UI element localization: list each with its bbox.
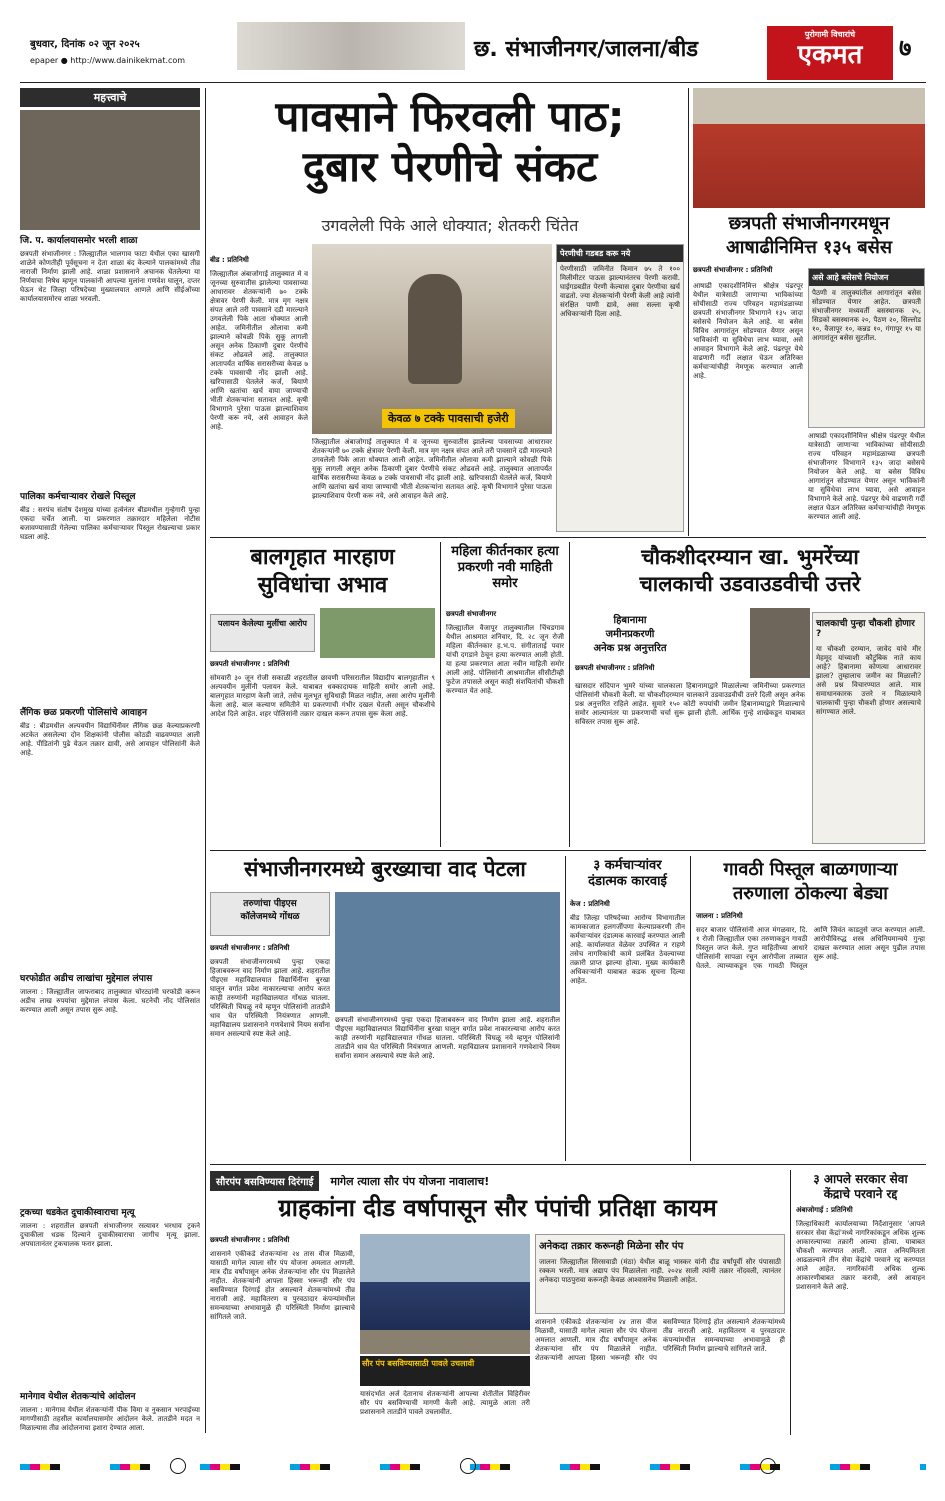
solar-kicker [210,1170,785,1190]
lead-sidebox [556,244,684,532]
kirtankar-text: जिल्ह्यातील वैजापूर तालुक्यातील चिंचडगाव येथील आश्रमात शनिवार, दि. २८ जून रोजी महिला कीर्तनकार ह.भ.प. संगीताताई पवार यांची दगडाने ठेचून हत्या करण्यात आली होती. या हत्या प्रकरणात आता नवीन माहिती समोर आली आहे. पोलिसांनी आश्रमातील सीसीटीव्ही फुटेज तपासले असून काही संशयितांची चौकशी करण्यात येत आहे. [446,624,564,695]
bhumre-headline-line2: चालकाची उडवाउडवीची उत्तरे [639,572,861,596]
balgruh-tag: पलायन केलेल्या मुलींचा आरोप [210,614,315,652]
solar-text-cont: शासनाने एकीकडे शेतकऱ्यांना २४ तास वीज मिळावी, यासाठी मागेल त्याला सौर पंप योजना अमलात आणली. मात्र दीड वर्षांपासून अनेक शेतकऱ्यांना सौर पंप मिळालेले नाहीत. शेतकऱ्यांनी आपला हिस्सा भरूनही सौर पंप बसविण्यात दिरंगाई होत असल्याने शेतकऱ्यांमध्ये तीव्र नाराजी आहे. महावितरण व पुरवठादार कंपन्यांमधील समन्वयाच्या अभावामुळे ही परिस्थिती निर्माण झाल्याचे सांगितले जाते. [535,1318,785,1362]
pistol-headline-line2: तरुणाला ठोकल्या बेड्या [733,883,888,904]
row1-rule [210,537,926,538]
buses-box-text: पैठणी व तालुक्यांतील आगारांतून बसेस सोडण्यात येणार आहेत. छत्रपती संभाजीनगर मध्यवर्ती बसस्थानक २५, सिडको बसस्थानक २०, पैठण २०, सिल्लोड १०, वैजापूर १०, कन्नड १०, गंगापूर १५ या आगारांतून बसेस सुटतील. [812,289,921,342]
brand-name: एकमत [797,40,863,70]
sidebar-rule [205,88,206,1433]
bhumre-headline-line1: चौकशीदरम्यान खा. भुमरेंच्या [641,545,859,569]
solar-kicker-text: मागेल त्याला सौर पंप योजना नावालाच! [330,1175,490,1188]
karvai-headline [570,858,685,890]
seva-text: जिल्हाधिकारी कार्यालयाच्या निर्देशानुसार 'आपले सरकार सेवा केंद्रां'मध्ये नागरिकांकडून अधिक शुल्क आकारल्याच्या तक्रारी आल्या होत्या. याबाबत चौकशी करण्यात आली. त्यात अनियमितता आढळल्याने तीन सेवा केंद्रांचे परवाने रद्द करण्यात आले आहेत. नागरिकांनी अधिक शुल्क आकारणीबाबत तक्रार करावी, असे आवाहन प्रशासनाने केले आहे. [796,1220,925,1291]
row3-rule-b [690,856,691,1161]
row3-rule [210,1164,926,1165]
lead-photo [312,244,552,434]
solar-byline: छत्रपती संभाजीनगर : प्रतिनिधी [210,1236,290,1244]
lead-headline [215,92,685,192]
brand-logo [767,26,893,80]
bhumre-box [812,612,925,844]
kirtankar-byline: छत्रपती संभाजीनगर [446,610,497,618]
row4-rule [790,1170,791,1435]
sidebar-item-headline: जि. प. कार्यालयासमोर भरली शाळा [20,236,138,246]
bhumre-byline: छत्रपती संभाजीनगर : प्रतिनिधी [575,664,655,672]
solar-box-text: जालना जिल्ह्यातील सिरसवाडी (मंठा) येथील बाळू भास्कर यांनी दीड वर्षांपूर्वी सौर पंपासाठी रक्कम भरली. मात्र अद्याप पंप मिळालेला नाही. २०२४ साली त्यांनी तक्रार नोंदवली, त्यानंतर अनेकदा पाठपुरावा करूनही केवळ आश्वासनेच मिळाली आहेत. [539,1258,781,1284]
pistol-byline: जालना : प्रतिनिधी [696,912,743,920]
burkha-tag [210,892,330,936]
sidebar-item-text: बीड : सरपंच संतोष देशमुख यांच्या हत्येनंतर बीडमधील गुन्हेगारी पुन्हा एकदा चर्चेत आली. या प्रकरणात तक्रारदार महिलेला नोटीस बजावण्यासाठी गेलेल्या पालिका कर्मचाऱ्यावर पिस्तूल रोखल्याचा प्रकार घडला आहे. [20,506,200,541]
sidebar-item-text: बीड : बीडमधील अल्पवयीन विद्यार्थिनीवर लैंगिक छळ केल्याप्रकरणी अटकेत असलेल्या दोन शिक्षकांनी पोलीस कोठडी वाढवण्यात आली आहे. पीडितांनी पुढे येऊन तक्रार द्यावी, असे आवाहन पोलिसांनी केले आहे. [20,722,200,757]
lead-subhead: उगवलेली पिके आले धोक्यात; शेतकरी चिंतेत [321,216,579,235]
lead-text-col2: जिल्ह्यातील अंबाजोगाई तालुक्यात मे व जूनच्या सुरुवातीस झालेल्या पावसाच्या आधारावर शेतकऱ्यांनी ७० टक्के क्षेत्रावर पेरणी केली. मात्र मृग नक्षत्र संपत आले तरी पावसाने दडी मारल्याने उगवलेली पिके आता धोक्यात आली आहेत. जमिनीतील ओलावा कमी झाल्याने कोवळी पिके सुकू लागली असून अनेक ठिकाणी दुबार पेरणीचे संकट ओढवले आहे. तालुक्यात आतापर्यंत वार्षिक सरासरीच्या केवळ ७ टक्के पावसाची नोंद झाली आहे. खरिपासाठी घेतलेले कर्ज, बियाणे आणि खतांचा खर्च वाया जाण्याची भीती शेतकऱ्यांना सतावत आहे. कृषी विभागाने पुरेसा पाऊस झाल्याशिवाय पेरणी करू नये, असे आवाहन केले आहे. [312,438,552,500]
buses-text-cont: आषाढी एकादशीनिमित्त श्रीक्षेत्र पंढरपूर येथील यात्रेसाठी जाणाऱ्या भाविकांच्या सोयीसाठी राज्य परिवहन महामंडळाच्या छत्रपती संभाजीनगर विभागाने १३५ जादा बसेसचे नियोजन केले आहे. या बसेस विविध आगारांतून सोडण्यात येणार असून भाविकांनी या सुविधेचा लाभ घ्यावा, असे आवाहन विभागाने केले आहे. पंढरपूर येथे वाढणारी गर्दी लक्षात घेऊन अतिरिक्त कर्मचाऱ्यांचीही नेमणूक करण्यात आली आहे. [808,432,925,521]
burkha-tag-line2: कॉलेजमध्ये गोंधळ [240,912,300,922]
lead-text-col1: जिल्ह्यातील अंबाजोगाई तालुक्यात मे व जूनच्या सुरुवातीस झालेल्या पावसाच्या आधारावर शेतकऱ्यांनी ७० टक्के क्षेत्रावर पेरणी केली. मात्र मृग नक्षत्र संपत आले तरी पावसाने दडी मारल्याने उगवलेली पिके आता धोक्यात आली आहेत. जमिनीतील ओलावा कमी झाल्याने कोवळी पिके सुकू लागली असून अनेक ठिकाणी दुबार पेरणीचे संकट ओढवले आहे. तालुक्यात आतापर्यंत वार्षिक सरासरीच्या केवळ ७ टक्के पावसाची नोंद झाली आहे. खरिपासाठी घेतलेले कर्ज, बियाणे आणि खतांचा खर्च वाया जाण्याची भीती शेतकऱ्यांना सतावत आहे. कृषी विभागाने पुरेसा पाऊस झाल्याशिवाय पेरणी करू नये, असे आवाहन केले आहे. [210,270,308,431]
seva-headline-line1: ३ आपले सरकार सेवा [813,1172,908,1186]
sidebar-title: महत्त्वाचे [20,88,200,107]
epaper-label: epaper [30,56,59,65]
buses-byline: छत्रपती संभाजीनगर : प्रतिनिधी [693,266,773,274]
solar-headline: ग्राहकांना दीड वर्षापासून सौर पंपांची प्रतिक्षा कायम [278,1194,717,1222]
balgruh-byline: छत्रपती संभाजीनगर : प्रतिनिधी [210,660,290,668]
kirtankar-headline: महिला कीर्तनकार हत्या प्रकरणी नवी माहिती समोर [451,544,559,591]
lead-sidebox-title: पेरणीची गडबड करू नये [557,245,683,262]
pistol-headline-line1: गावठी पिस्तूल बाळगणाऱ्या [723,859,898,880]
seva-byline: अंबाजोगाई : प्रतिनिधी [796,1206,853,1214]
balgruh-photo [320,608,435,658]
lead-headline-line1: पावसाने फिरवली पाठ; [275,92,625,141]
bhumre-tag-line3: अनेक प्रश्न अनुत्तरित [593,643,667,654]
masthead-collage [237,22,465,70]
registration-circle [460,1458,476,1474]
sidebar-item-headline: घरफोडीत अडीच लाखांचा मुद्देमाल लंपास [20,974,153,984]
solar-box [535,1234,785,1314]
globe-icon: ● [60,56,68,65]
burkha-headline: संभाजीनगरमध्ये बुरख्याचा वाद पेटला [244,857,526,881]
buses-headline-line1: छत्रपती संभाजीनगरमधून [728,213,890,234]
solar-box-title: अनेकदा तक्रार करूनही मिळेना सौर पंप [539,1241,684,1252]
balgruh-headline [210,544,435,600]
bhumre-headline [575,544,925,598]
sidebar-item-headline: ट्रकच्या धडकेत दुचाकीस्वाराचा मृत्यू [20,1208,135,1218]
page-number: ७ [899,34,912,62]
sidebar-photo [20,110,200,230]
solar-photo [360,1234,530,1354]
bhumre-photo [750,608,810,678]
masthead-rule [20,82,926,83]
burkha-tag-line1: तरुणांचा पीइएस [243,899,297,909]
farmer-figure [408,274,462,384]
lead-headline-line2: दुबार पेरणीचे संकट [302,142,598,191]
issue-date: बुधवार, दिनांक ०२ जून २०२५ [30,39,140,50]
buses-box [808,268,925,428]
buses-text: आषाढी एकादशीनिमित्त श्रीक्षेत्र पंढरपूर येथील यात्रेसाठी जाणाऱ्या भाविकांच्या सोयीसाठी राज्य परिवहन महामंडळाच्या छत्रपती संभाजीनगर विभागाने १३५ जादा बसेसचे नियोजन केले आहे. या बसेस विविध आगारांतून सोडण्यात येणार असून भाविकांनी या सुविधेचा लाभ घ्यावा, असे आवाहन विभागाने केले आहे. पंढरपूर येथे वाढणारी गर्दी लक्षात घेऊन अतिरिक्त कर्मचाऱ्यांचीही नेमणूक करण्यात आली आहे. [693,282,803,380]
bhumre-box-title: चालकाची पुन्हा चौकशी होणार ? [816,619,915,639]
pistol-text: सदर बाजार पोलिसांनी आज मंगळवार, दि. १ रोजी जिल्ह्यातील एका तरुणाकडून गावठी पिस्तूल जप्त केले. गुप्त माहितीच्या आधारे पोलिसांनी सापळा रचून आरोपीला ताब्यात घेतले. त्याच्याकडून एक गावठी पिस्तूल आणि जिवंत काडतुसे जप्त करण्यात आली. आरोपीविरुद्ध शस्त्र अधिनियमान्वये गुन्हा दाखल करण्यात आला असून पुढील तपास सुरू आहे. [696,926,925,970]
lead-rule-right [688,88,689,536]
bhumre-text: खासदार संदिपान भुमरे यांच्या चालकाला हिबानामाद्वारे मिळालेल्या जमिनीच्या प्रकरणात पोलिसांनी चौकशी केली. या चौकशीदरम्यान चालकाने उडवाउडवीची उत्तरे दिली असून अनेक प्रश्न अनुत्तरित राहिले आहेत. सुमारे १५० कोटी रुपयांची जमीन हिबानाम्याद्वारे मिळाल्याचे समोर आल्यानंतर या प्रकरणाची चर्चा सुरू झाली होती. आर्थिक गुन्हे शाखेकडून याबाबत सविस्तर तपास सुरू आहे. [575,682,805,726]
sidebar-item-text: जालना : जिल्ह्यातील जाफराबाद तालुक्यात चोरट्यांनी घरफोडी करून अडीच लाख रुपयांचा मुद्देमाल लंपास केला. घटनेची नोंद पोलिसांत करण्यात आली असून तपास सुरू आहे. [20,988,200,1014]
pistol-headline [696,858,925,906]
buses-headline [693,212,925,260]
buses-photo [693,88,925,208]
seva-headline-line2: केंद्राचे परवाने रद्द [823,1187,898,1201]
bhumre-tag-line2: जमीनप्रकरणी [605,629,655,640]
row2-rule [210,850,926,851]
brand-tagline: पुरोगामी विचारांचे [804,30,856,39]
lead-byline: बीड : प्रतिनिधी [210,256,249,264]
masthead [0,0,945,84]
karvai-text: बीड जिल्हा परिषदेच्या आरोग्य विभागातील कामकाजात हलगर्जीपणा केल्याप्रकरणी तीन कर्मचाऱ्यांवर दंडात्मक कारवाई करण्यात आली आहे. कार्यालयात वेळेवर उपस्थित न राहणे तसेच नागरिकांची कामे प्रलंबित ठेवल्याच्या तक्रारी प्राप्त झाल्या होत्या. मुख्य कार्यकारी अधिकाऱ्यांनी याबाबत कडक सूचना दिल्या आहेत. [570,914,685,985]
balgruh-text: सोमवारी ३० जून रोजी सकाळी शहरातील छावणी परिसरातील विद्यादीप बालगृहातील ९ अल्पवयीन मुलींनी पलायन केले. याबाबत धक्कादायक माहिती समोर आली आहे. बालगृहात मारहाण केली जाते, तसेच मूलभूत सुविधाही मिळत नाहीत, असा आरोप मुलींनी केला आहे. बाल कल्याण समितीने या प्रकरणाची गंभीर दखल घेतली असून चौकशीचे आदेश दिले आहेत. शहर पोलिसांनी तक्रार दाखल करून तपास सुरू केला आहे. [210,674,435,718]
buses-headline-line2: आषाढीनिमित्त १३५ बसेस [725,237,892,258]
row3-rule-a [565,856,566,1161]
sidebar [20,88,200,1433]
karvai-headline-line2: दंडात्मक कारवाई [588,874,667,889]
seva-headline [796,1172,925,1202]
balgruh-headline-line2: सुविधांचा अभाव [257,573,388,598]
burkha-text-cont: छत्रपती संभाजीनगरमध्ये पुन्हा एकदा हिजाबवरून वाद निर्माण झाला आहे. शहरातील पीइएस महाविद्यालयात विद्यार्थिनींना बुरखा घालून वर्गात प्रवेश नाकारल्याचा आरोप करत काही तरुणांनी महाविद्यालयात गोंधळ घातला. परिस्थिती चिघळू नये म्हणून पोलिसांनी तातडीने धाव घेत परिस्थिती नियंत्रणात आणली. महाविद्यालय प्रशासनाने गणवेशाचे नियम सर्वांना समान असल्याचे स्पष्ट केले आहे. [335,1016,560,1060]
bhumre-tag [575,612,685,654]
sidebar-item-text: छत्रपती संभाजीनगर : जिल्ह्यातील भालगाव फाटा येथील एका खासगी शाळेने कोणतीही पूर्वसूचना न देता शाळा बंद केल्याने पालकांमध्ये तीव्र नाराजी निर्माण झाली आहे. शाळा प्रशासनाने अचानक घेतलेल्या या निर्णयाचा निषेध म्हणून पालकांनी आपल्या मुलांना गणवेश घालून, दप्तर घेऊन थेट जिल्हा परिषदेच्या मुख्यालयात आणले आणि सीईओंच्या कार्यालयासमोरच शाळा भरवली. [20,250,200,303]
solar-photo-caption-title: सौर पंप बसविण्यासाठी पावले उचलावी [362,1359,475,1368]
solar-kicker-label: सौरपंप बसविण्यास दिरंगाई [210,1171,319,1191]
bhumre-box-text: या चौकशी दरम्यान, जावेद यांचे मीर मेहमूद यांच्याशी कौटुंबिक नाते काय आहे? हिबानामा कोणत्या आधारावर झाला? तुम्हालाच जमीन का मिळाली? असे प्रश्न विचारण्यात आले. मात्र समाधानकारक उत्तरे न मिळाल्याने चालकाची पुन्हा चौकशी होणार असल्याचे सांगण्यात आले. [816,645,921,716]
registration-marks-bottom [20,1446,926,1486]
solar-photo-caption-text: यासंदर्भात अर्ज देतानाच शेतकऱ्यांनी आपल्या शेतीतील विहिरीवर सौर पंप बसविण्याची मागणी केली आहे. त्यामुळे आता तरी प्रशासनाने तातडीने पावले उचलावीत. [360,1390,530,1416]
sidebar-item-text: जालना : शहरातील छत्रपती संभाजीनगर रस्त्यावर भरधाव ट्रकने दुचाकीला धडक दिल्याने दुचाकीस्वाराचा जागीच मृत्यू झाला. अपघातानंतर ट्रकचालक फरार झाला. [20,1222,200,1248]
burkha-byline: छत्रपती संभाजीनगर : प्रतिनिधी [210,944,290,952]
region-title: छ. संभाजीनगर/जालना/बीड [474,37,699,62]
sidebar-item-text: जालना : मानेगाव येथील शेतकऱ्यांनी पीक विमा व नुकसान भरपाईच्या मागणीसाठी तहसील कार्यालयासमोर आंदोलन केले. तातडीने मदत न मिळाल्यास तीव्र आंदोलनाचा इशारा देण्यात आला. [20,1406,200,1432]
solar-photo-caption [360,1356,530,1386]
balgruh-headline-line1: बालगृहात मारहाण [250,545,395,570]
sidebar-item-headline: पालिका कर्मचाऱ्यावर रोखले पिस्तूल [20,492,136,502]
karvai-byline: केज : प्रतिनिधी [570,900,610,908]
buses-box-title: असे आहे बसेसचे नियोजन [809,269,924,286]
website-url: http://www.dainikekmat.com [70,56,186,65]
registration-circle [170,1458,186,1474]
epaper-link[interactable] [30,56,185,65]
row2-rule-b [569,542,570,847]
burkha-photo [335,892,560,1012]
row2-rule-a [440,542,441,847]
sidebar-item-headline: मानेगाव येथील शेतकऱ्यांचे आंदोलन [20,1392,136,1402]
lead-photo-caption: केवळ ७ टक्के पावसाची हजेरी [382,409,515,428]
sidebar-item-headline: लैंगिक छळ प्रकरणी पोलिसांचे आवाहन [20,708,147,718]
registration-circle [760,1458,776,1474]
burkha-text: छत्रपती संभाजीनगरमध्ये पुन्हा एकदा हिजाबवरून वाद निर्माण झाला आहे. शहरातील पीइएस महाविद्यालयात विद्यार्थिनींना बुरखा घालून वर्गात प्रवेश नाकारल्याचा आरोप करत काही तरुणांनी महाविद्यालयात गोंधळ घातला. परिस्थिती चिघळू नये म्हणून पोलिसांनी तातडीने धाव घेत परिस्थिती नियंत्रणात आणली. महाविद्यालय प्रशासनाने गणवेशाचे नियम सर्वांना समान असल्याचे स्पष्ट केले आहे. [210,958,330,1038]
lead-sidebox-text: पेरणीसाठी जमिनीत किमान ७५ ते १०० मिलीमीटर पाऊस झाल्यानंतरच पेरणी करावी. घाईगडबडीत पेरणी केल्यास दुबार पेरणीचा खर्च वाढतो. ज्या शेतकऱ्यांनी पेरणी केली आहे त्यांनी संरक्षित पाणी द्यावे, असा सल्ला कृषी अधिकाऱ्यांनी दिला आहे. [560,265,680,318]
karvai-headline-line1: ३ कर्मचाऱ्यांवर [593,858,662,873]
solar-text: शासनाने एकीकडे शेतकऱ्यांना २४ तास वीज मिळावी, यासाठी मागेल त्याला सौर पंप योजना अमलात आणली. मात्र दीड वर्षांपासून अनेक शेतकऱ्यांना सौर पंप मिळालेले नाहीत. शेतकऱ्यांनी आपला हिस्सा भरूनही सौर पंप बसविण्यात दिरंगाई होत असल्याने शेतकऱ्यांमध्ये तीव्र नाराजी आहे. महावितरण व पुरवठादार कंपन्यांमधील समन्वयाच्या अभावामुळे ही परिस्थिती निर्माण झाल्याचे सांगितले जाते. [210,1250,355,1321]
bhumre-tag-line1: हिबानामा [613,615,647,626]
